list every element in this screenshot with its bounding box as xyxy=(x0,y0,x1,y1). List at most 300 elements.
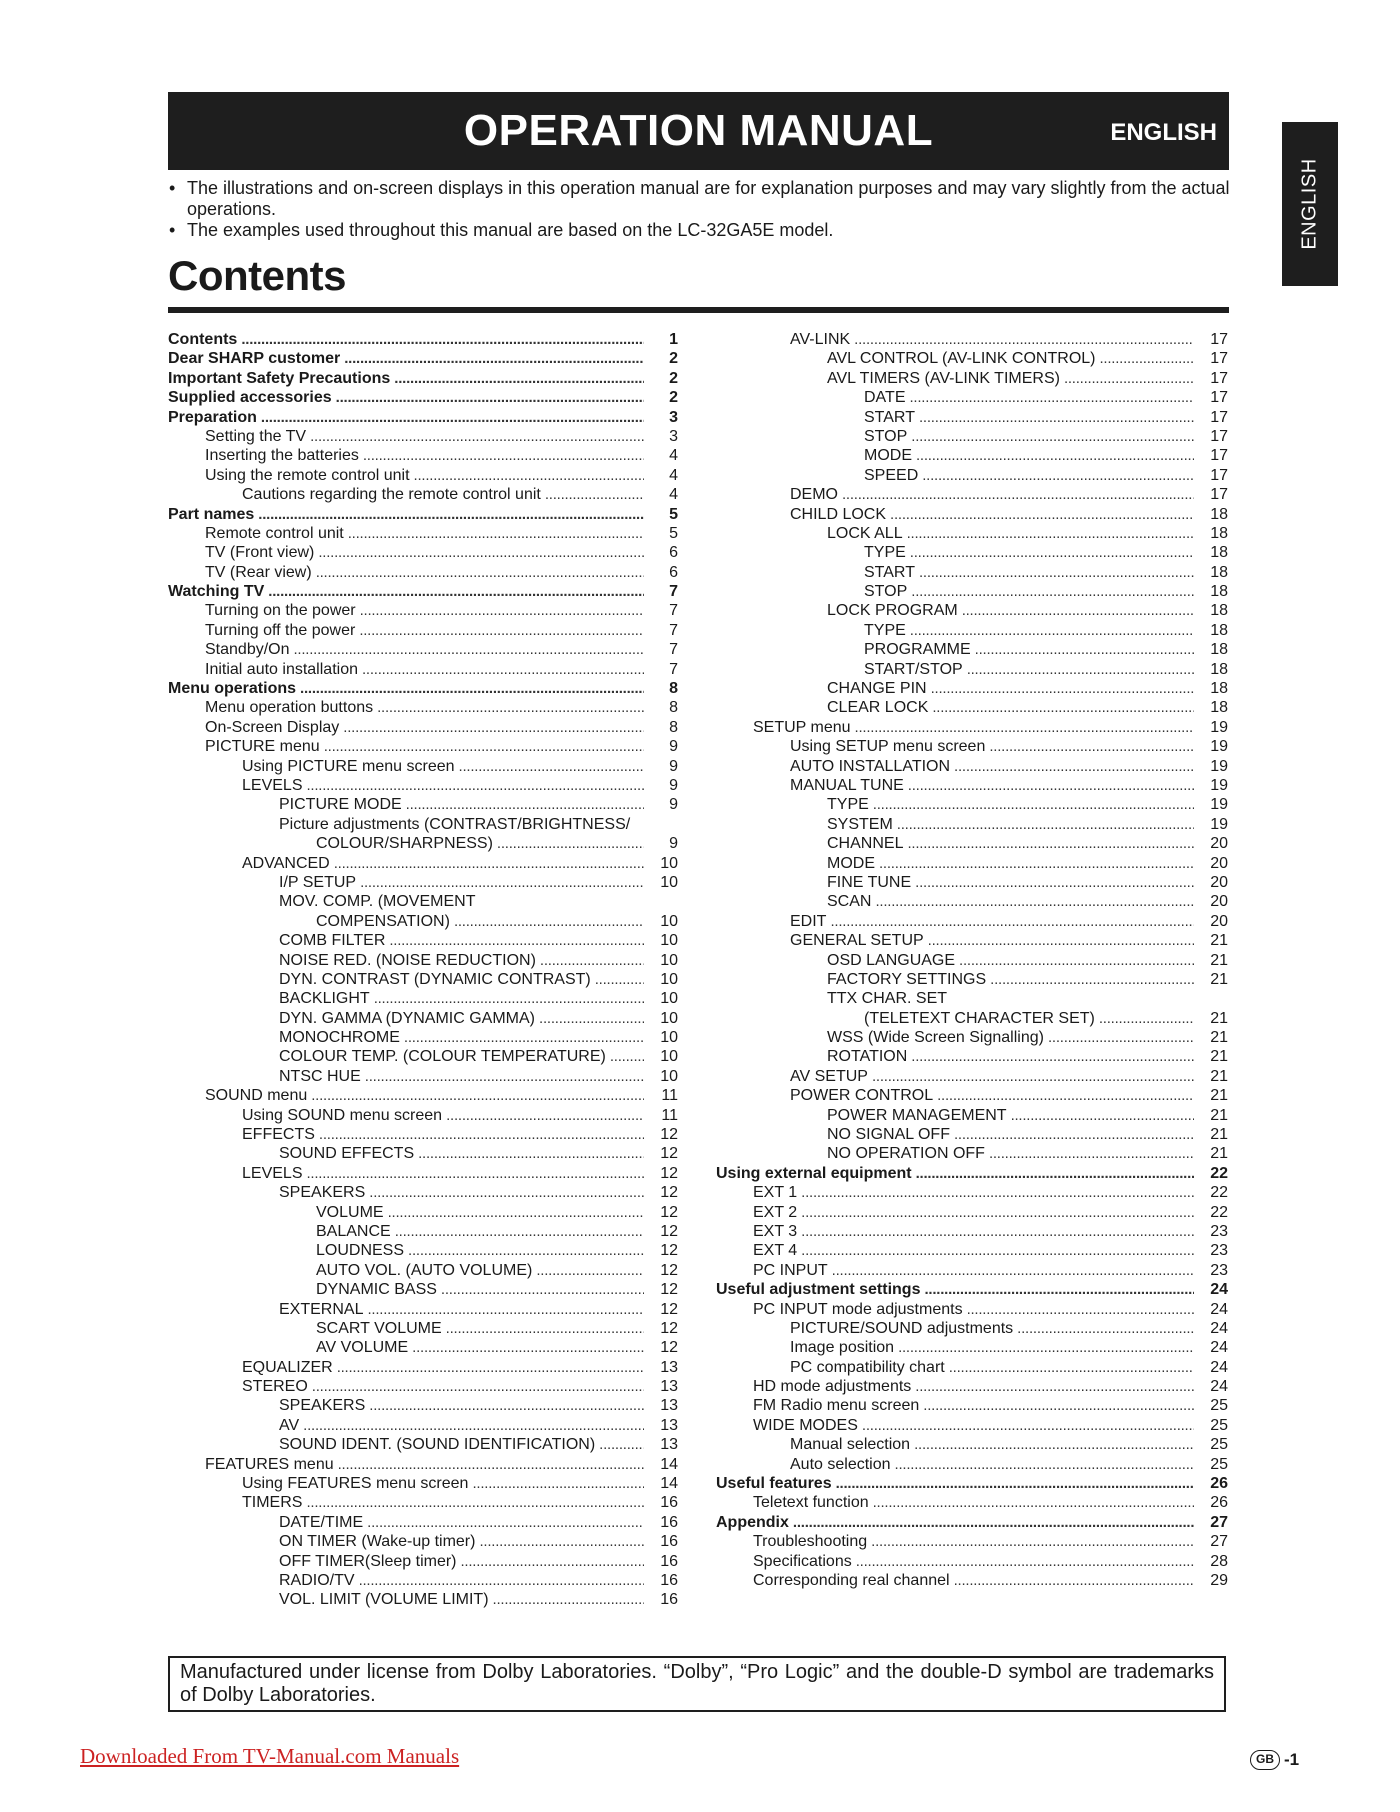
toc-leader-dots xyxy=(989,737,1194,756)
toc-leader-dots xyxy=(318,543,644,562)
toc-entry-page: 7 xyxy=(669,602,678,620)
toc-leader-dots xyxy=(394,369,644,388)
toc-entry-label: RADIO/TV xyxy=(279,1572,355,1589)
region-badge: GB xyxy=(1250,1750,1280,1770)
toc-leader-dots xyxy=(360,601,644,620)
toc-entry-label: ADVANCED xyxy=(242,854,330,872)
toc-entry-page: 18 xyxy=(1210,505,1228,523)
toc-leader-dots xyxy=(365,1067,644,1086)
toc-entry xyxy=(168,446,678,465)
toc-leader-dots xyxy=(303,1416,644,1435)
toc-entry xyxy=(716,1513,1228,1532)
toc-entry-page: 18 xyxy=(1210,660,1228,678)
toc-entry xyxy=(716,737,1228,756)
toc-entry-page: 7 xyxy=(669,621,678,639)
toc-entry-page: 7 xyxy=(669,660,678,678)
toc-entry xyxy=(168,931,678,950)
toc-entry-label: EFFECTS xyxy=(242,1126,315,1144)
toc-leader-dots xyxy=(1011,1106,1194,1125)
toc-entry xyxy=(716,1474,1228,1493)
toc-entry-label: Part names xyxy=(168,505,255,523)
toc-entry xyxy=(716,854,1228,873)
toc-leader-dots xyxy=(408,1241,644,1260)
toc-leader-dots xyxy=(910,621,1194,640)
toc-leader-dots xyxy=(369,1396,644,1415)
toc-leader-dots xyxy=(962,601,1194,620)
toc-entry-page: 18 xyxy=(1210,641,1228,659)
toc-entry-label: EXTERNAL xyxy=(279,1300,364,1318)
side-tab-label: ENGLISH xyxy=(1298,158,1321,250)
toc-entry-label: Using FEATURES menu screen xyxy=(242,1475,469,1493)
toc-entry-label: EXT 4 xyxy=(753,1242,798,1260)
toc-entry xyxy=(716,1396,1228,1415)
toc-entry xyxy=(716,1047,1228,1066)
toc-entry-label: COMB FILTER xyxy=(279,932,386,950)
toc-entry-label: DEMO xyxy=(790,486,838,504)
toc-entry-page: 21 xyxy=(1210,1029,1228,1047)
toc-leader-dots xyxy=(367,1513,644,1532)
toc-entry-label: Specifications xyxy=(753,1552,852,1570)
toc-entry xyxy=(716,776,1228,795)
toc-entry-label: EXT 1 xyxy=(753,1184,798,1202)
toc-entry-page: 9 xyxy=(669,776,678,794)
toc-entry-label: SCART VOLUME xyxy=(316,1319,442,1337)
toc-entry xyxy=(716,718,1228,737)
toc-leader-dots xyxy=(536,1261,644,1280)
toc-leader-dots xyxy=(1017,1319,1194,1338)
toc-leader-dots xyxy=(388,1203,644,1222)
toc-entry-label: Standby/On xyxy=(205,641,290,659)
toc-entry-label: SYSTEM xyxy=(827,815,893,833)
toc-entry-page: 18 xyxy=(1210,544,1228,562)
toc-entry xyxy=(168,718,678,737)
toc-entry xyxy=(168,1028,678,1047)
toc-entry-label: FEATURES menu xyxy=(205,1455,334,1473)
toc-entry-label: AUTO VOL. (AUTO VOLUME) xyxy=(316,1261,533,1279)
toc-leader-dots xyxy=(1099,1009,1194,1028)
toc-entry-page: 7 xyxy=(669,583,678,601)
toc-leader-dots xyxy=(911,427,1194,446)
toc-leader-dots xyxy=(871,1532,1194,1551)
toc-entry-label: GENERAL SETUP xyxy=(790,932,924,950)
toc-entry-page: 13 xyxy=(660,1378,678,1396)
toc-leader-dots xyxy=(493,1590,644,1609)
toc-entry xyxy=(716,873,1228,892)
toc-entry-label: OSD LANGUAGE xyxy=(827,951,956,969)
toc-entry-page: 17 xyxy=(1210,369,1228,387)
toc-leader-dots xyxy=(897,815,1194,834)
toc-entry-page: 29 xyxy=(1210,1572,1228,1589)
download-link[interactable]: Downloaded From TV-Manual.com Manuals xyxy=(80,1744,460,1768)
toc-leader-dots xyxy=(441,1280,644,1299)
toc-entry-label: Image position xyxy=(790,1339,895,1357)
toc-leader-dots xyxy=(540,951,644,970)
toc-leader-dots xyxy=(461,1552,645,1571)
toc-entry-label: FM Radio menu screen xyxy=(753,1397,920,1415)
toc-entry-label: Manual selection xyxy=(790,1436,911,1454)
toc-entry-label: SOUND menu xyxy=(205,1087,308,1105)
toc-entry xyxy=(168,1435,678,1454)
toc-entry-page: 22 xyxy=(1210,1164,1228,1182)
toc-leader-dots xyxy=(879,854,1194,873)
toc-entry xyxy=(168,582,678,601)
toc-entry xyxy=(716,505,1228,524)
toc-entry-label: PC compatibility chart xyxy=(790,1358,945,1376)
toc-leader-dots xyxy=(539,1009,644,1028)
toc-entry xyxy=(716,1300,1228,1319)
toc-entry-page: 21 xyxy=(1210,1106,1228,1124)
toc-leader-dots xyxy=(406,795,644,814)
toc-leader-dots xyxy=(362,660,644,679)
toc-entry-page: 10 xyxy=(660,951,678,969)
toc-leader-dots xyxy=(907,524,1194,543)
toc-entry-label: VOL. LIMIT (VOLUME LIMIT) xyxy=(279,1591,489,1609)
toc-leader-dots xyxy=(472,1474,644,1493)
toc-leader-dots xyxy=(310,427,644,446)
toc-entry-page: 11 xyxy=(661,1087,678,1105)
toc-entry-label: COMPENSATION) xyxy=(316,912,450,930)
toc-entry xyxy=(716,1164,1228,1183)
toc-entry-page: 10 xyxy=(660,854,678,872)
toc-entry-page: 8 xyxy=(669,718,678,736)
toc-left-column xyxy=(168,330,678,1610)
toc-leader-dots xyxy=(367,1300,644,1319)
toc-entry-page: 23 xyxy=(1210,1222,1228,1240)
toc-entry xyxy=(716,369,1228,388)
toc-entry xyxy=(716,1203,1228,1222)
toc-entry-label: LEVELS xyxy=(242,1164,303,1182)
toc-entry xyxy=(168,1338,678,1357)
toc-entry-label: LOUDNESS xyxy=(316,1242,405,1260)
toc-entry-label: AVL CONTROL (AV-LINK CONTROL) xyxy=(827,350,1096,368)
toc-entry-label: Contents xyxy=(168,331,238,348)
toc-entry-page: 17 xyxy=(1210,466,1228,484)
toc-entry-page: 18 xyxy=(1210,524,1228,542)
toc-entry xyxy=(168,1144,678,1163)
toc-entry-label: PICTURE/SOUND adjustments xyxy=(790,1319,1014,1337)
toc-entry xyxy=(716,698,1228,717)
toc-leader-dots xyxy=(545,485,644,504)
toc-entry-label: Using external equipment xyxy=(716,1164,912,1182)
toc-entry-label: VOLUME xyxy=(316,1203,384,1221)
toc-entry-label: WSS (Wide Screen Signalling) xyxy=(827,1029,1044,1047)
toc-entry xyxy=(716,563,1228,582)
toc-entry-label: PROGRAMME xyxy=(864,641,971,659)
toc-leader-dots xyxy=(334,854,644,873)
toc-leader-dots xyxy=(360,873,644,892)
toc-entry-page: 10 xyxy=(660,873,678,891)
toc-entry xyxy=(168,369,678,388)
header-bar xyxy=(168,92,1229,170)
toc-entry-page: 12 xyxy=(660,1242,678,1260)
toc-entry-page: 24 xyxy=(1210,1319,1228,1337)
toc-entry-label: START xyxy=(864,408,915,426)
toc-entry xyxy=(168,1241,678,1260)
toc-entry-page: 20 xyxy=(1210,893,1228,911)
toc-entry xyxy=(168,1047,678,1066)
toc-entry xyxy=(716,524,1228,543)
toc-entry xyxy=(168,621,678,640)
toc-entry-label: ON TIMER (Wake-up timer) xyxy=(279,1533,476,1551)
toc-entry xyxy=(168,698,678,717)
toc-leader-dots xyxy=(959,951,1194,970)
toc-leader-dots xyxy=(915,1377,1194,1396)
toc-entry xyxy=(716,892,1228,911)
toc-entry-label: HD mode adjustments xyxy=(753,1378,912,1396)
toc-entry-label: TIMERS xyxy=(242,1494,303,1512)
intro-notes xyxy=(168,178,1232,241)
toc-entry-label: POWER CONTROL xyxy=(790,1087,934,1105)
toc-leader-dots xyxy=(907,834,1194,853)
toc-entry xyxy=(168,1222,678,1241)
toc-leader-dots xyxy=(389,931,644,950)
toc-entry-page: 14 xyxy=(660,1455,678,1473)
toc-leader-dots xyxy=(414,466,644,485)
toc-leader-dots xyxy=(312,1377,644,1396)
toc-entry xyxy=(716,1319,1228,1338)
toc-entry xyxy=(716,1086,1228,1105)
toc-leader-dots xyxy=(836,1474,1194,1493)
toc-entry-label: Using PICTURE menu screen xyxy=(242,757,455,775)
toc-entry-label: LOCK PROGRAM xyxy=(827,602,958,620)
toc-entry xyxy=(168,776,678,795)
toc-entry-page: 26 xyxy=(1210,1494,1228,1512)
language-side-tab xyxy=(1282,122,1338,286)
toc-entry-page: 12 xyxy=(660,1261,678,1279)
toc-entry xyxy=(716,330,1228,349)
toc-entry xyxy=(716,1552,1228,1571)
toc-entry xyxy=(168,1552,678,1571)
toc-entry xyxy=(168,679,678,698)
toc-leader-dots xyxy=(855,718,1194,737)
toc-entry xyxy=(168,1513,678,1532)
toc-entry xyxy=(168,854,678,873)
toc-entry-page: 12 xyxy=(660,1300,678,1318)
toc-entry xyxy=(168,737,678,756)
toc-entry-page: 21 xyxy=(1210,1048,1228,1066)
toc-entry xyxy=(716,660,1228,679)
toc-entry-label: ROTATION xyxy=(827,1048,908,1066)
toc-entry-page: 7 xyxy=(669,641,678,659)
toc-entry-page: 10 xyxy=(660,932,678,950)
toc-leader-dots xyxy=(793,1513,1194,1532)
toc-entry-page: 10 xyxy=(660,990,678,1008)
toc-entry xyxy=(168,1377,678,1396)
toc-entry xyxy=(168,1261,678,1280)
toc-leader-dots xyxy=(872,1067,1194,1086)
toc-entry-label: MODE xyxy=(827,854,875,872)
toc-entry-label: Supplied accessories xyxy=(168,389,332,407)
toc-leader-dots xyxy=(497,834,644,853)
toc-entry-label: AUTO INSTALLATION xyxy=(790,757,951,775)
note-text: The examples used throughout this manual are based on the LC-32GA5E model. xyxy=(187,220,834,240)
toc-leader-dots xyxy=(595,970,644,989)
toc-entry-page: 12 xyxy=(660,1319,678,1337)
toc-entry-label: I/P SETUP xyxy=(279,873,357,891)
toc-entry xyxy=(716,1571,1228,1590)
bullet: • xyxy=(169,178,176,198)
toc-entry-label: COLOUR/SHARPNESS) xyxy=(316,835,493,853)
toc-entry-page: 10 xyxy=(660,1029,678,1047)
toc-entry-label: EXT 2 xyxy=(753,1203,798,1221)
toc-entry xyxy=(168,1319,678,1338)
toc-entry-page: 17 xyxy=(1210,486,1228,504)
toc-entry xyxy=(716,408,1228,427)
toc-entry-page: 13 xyxy=(660,1436,678,1454)
toc-entry-page: 24 xyxy=(1210,1281,1228,1299)
toc-entry xyxy=(168,1300,678,1319)
toc-entry-page: 25 xyxy=(1210,1436,1228,1454)
toc-leader-dots xyxy=(801,1222,1194,1241)
toc-entry-page: 9 xyxy=(669,835,678,853)
toc-entry-page: 24 xyxy=(1210,1378,1228,1396)
toc-entry-page: 8 xyxy=(669,699,678,717)
toc-entry-label: Inserting the batteries xyxy=(205,447,359,465)
toc-entry xyxy=(168,970,678,989)
toc-entry xyxy=(168,1396,678,1415)
toc-entry-page: 21 xyxy=(1210,951,1228,969)
toc-entry-label: Auto selection xyxy=(790,1455,891,1473)
note-text: The illustrations and on-screen displays in this operation manual are for explanation purposes and may vary slightly from the actual operations. xyxy=(187,178,1230,219)
toc-leader-dots xyxy=(359,1571,644,1590)
toc-entry xyxy=(716,1358,1228,1377)
toc-entry-label: DYN. GAMMA (DYNAMIC GAMMA) xyxy=(279,1009,536,1027)
toc-entry-page: 17 xyxy=(1210,350,1228,368)
toc-entry-label: STOP xyxy=(864,583,908,601)
toc-entry xyxy=(168,1106,678,1125)
toc-entry-page: 28 xyxy=(1210,1552,1228,1570)
toc-entry-page: 24 xyxy=(1210,1300,1228,1318)
toc-entry xyxy=(716,582,1228,601)
toc-entry xyxy=(716,543,1228,562)
toc-leader-dots xyxy=(928,931,1194,950)
toc-entry-label: DATE xyxy=(864,389,906,407)
toc-entry-page: 8 xyxy=(669,680,678,698)
toc-leader-dots xyxy=(268,582,644,601)
toc-entry-page: 19 xyxy=(1210,718,1228,736)
toc-entry xyxy=(168,1280,678,1299)
toc-entry-label: DATE/TIME xyxy=(279,1513,364,1531)
toc-entry xyxy=(168,485,678,504)
toc-entry-page: 12 xyxy=(660,1222,678,1240)
toc-leader-dots xyxy=(909,388,1194,407)
toc-leader-dots xyxy=(369,1183,644,1202)
toc-entry-page: 1 xyxy=(669,331,678,348)
toc-entry-page: 25 xyxy=(1210,1416,1228,1434)
toc-entry-label: CHILD LOCK xyxy=(790,505,887,523)
toc-leader-dots xyxy=(967,660,1194,679)
toc-entry-label: AV-LINK xyxy=(790,331,851,348)
toc-entry-page: 13 xyxy=(660,1358,678,1376)
toc-entry-page: 16 xyxy=(660,1572,678,1589)
toc-entry-label: Preparation xyxy=(168,408,257,426)
toc-entry-label: CHANGE PIN xyxy=(827,680,927,698)
toc-entry xyxy=(168,524,678,543)
toc-entry xyxy=(168,660,678,679)
page-title: OPERATION MANUAL xyxy=(463,106,934,155)
toc-leader-dots xyxy=(937,1086,1194,1105)
toc-entry-label: COLOUR TEMP. (COLOUR TEMPERATURE) xyxy=(279,1048,606,1066)
toc-leader-dots xyxy=(395,1222,644,1241)
toc-leader-dots xyxy=(363,446,644,465)
toc-entry-label: CLEAR LOCK xyxy=(827,699,929,717)
toc-entry xyxy=(716,1261,1228,1280)
toc-entry-label: BACKLIGHT xyxy=(279,990,370,1008)
toc-leader-dots xyxy=(801,1183,1194,1202)
toc-entry xyxy=(168,1532,678,1551)
toc-leader-dots xyxy=(910,543,1194,562)
toc-entry xyxy=(168,951,678,970)
toc-entry-page: 20 xyxy=(1210,854,1228,872)
toc-leader-dots xyxy=(338,1455,644,1474)
toc-leader-dots xyxy=(479,1532,644,1551)
toc-leader-dots xyxy=(306,1493,644,1512)
toc-entry-page: 17 xyxy=(1210,447,1228,465)
toc-entry xyxy=(716,485,1228,504)
note-item xyxy=(168,178,1232,220)
toc-entry xyxy=(168,1455,678,1474)
toc-entry-page: 4 xyxy=(669,466,678,484)
toc-leader-dots xyxy=(931,679,1194,698)
toc-entry xyxy=(716,1416,1228,1435)
toc-entry-label: Troubleshooting xyxy=(753,1533,868,1551)
toc-leader-dots xyxy=(830,912,1194,931)
toc-entry-label: Teletext function xyxy=(753,1494,869,1512)
heading-rule xyxy=(168,307,1229,313)
toc-leader-dots xyxy=(374,989,644,1008)
toc-leader-dots xyxy=(459,757,644,776)
toc-entry-label: EDIT xyxy=(790,912,827,930)
bullet: • xyxy=(169,220,176,240)
toc-entry-label: CHANNEL xyxy=(827,835,904,853)
toc-entry-page: 2 xyxy=(669,369,678,387)
toc-leader-dots xyxy=(311,1086,644,1105)
toc-leader-dots xyxy=(873,1493,1194,1512)
toc-entry xyxy=(716,1241,1228,1260)
toc-entry-page: 19 xyxy=(1210,796,1228,814)
toc-entry-label: NO OPERATION OFF xyxy=(827,1145,985,1163)
toc-entry-label: WIDE MODES xyxy=(753,1416,858,1434)
toc-entry-page: 5 xyxy=(669,505,678,523)
toc-leader-dots xyxy=(914,1435,1194,1454)
toc-entry-label: TV (Front view) xyxy=(205,544,315,562)
toc-entry-page: 17 xyxy=(1210,331,1228,348)
toc-entry-page: 3 xyxy=(669,427,678,445)
toc-leader-dots xyxy=(989,1144,1194,1163)
toc-leader-dots xyxy=(404,1028,644,1047)
toc-entry xyxy=(168,408,678,427)
toc-entry xyxy=(716,989,1228,1008)
toc-entry xyxy=(716,388,1228,407)
toc-entry-page: 14 xyxy=(660,1475,678,1493)
trademark-notice: Manufactured under license from Dolby Laboratories. “Dolby”, “Pro Logic” and the double-D symbol are trademarks of Dolby Laboratories. xyxy=(168,1656,1226,1712)
toc-entry xyxy=(168,815,678,834)
toc-entry xyxy=(716,1144,1228,1163)
toc-leader-dots xyxy=(954,1125,1194,1144)
toc-entry-label: AV SETUP xyxy=(790,1067,868,1085)
toc-entry xyxy=(716,970,1228,989)
toc-entry xyxy=(168,388,678,407)
toc-entry-page: 18 xyxy=(1210,699,1228,717)
toc-leader-dots xyxy=(832,1261,1194,1280)
toc-entry xyxy=(716,757,1228,776)
toc-leader-dots xyxy=(316,563,644,582)
toc-leader-dots xyxy=(854,330,1194,349)
toc-entry xyxy=(716,1009,1228,1028)
toc-entry-page: 21 xyxy=(1210,1145,1228,1163)
toc-entry xyxy=(716,1493,1228,1512)
toc-entry-page: 19 xyxy=(1210,776,1228,794)
